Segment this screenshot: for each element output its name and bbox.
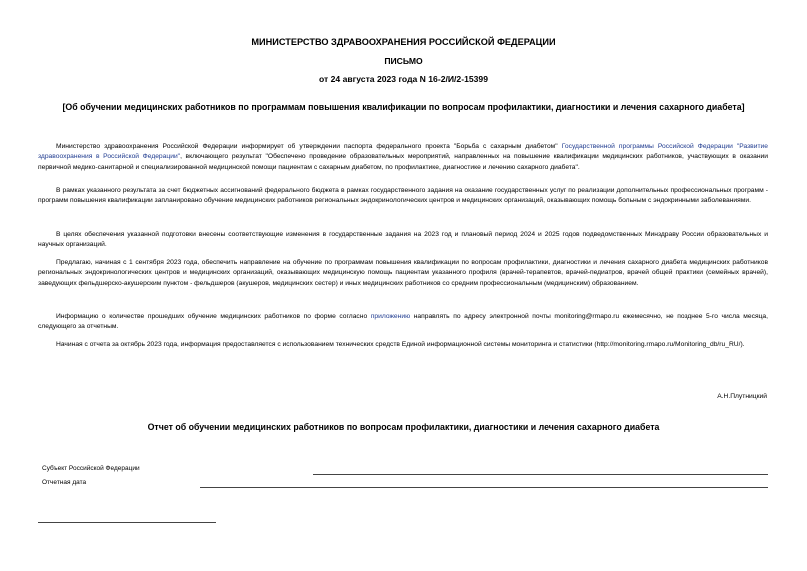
- signature: А.Н.Плутницкий: [717, 393, 767, 400]
- subject-field-label: Субъект Российской Федерации: [42, 465, 140, 472]
- state-program-link[interactable]: Государственной программы Российской Федерации "Развитие здравоохранения в Российской Федерации": [38, 143, 768, 161]
- paragraph-4: Предлагаю, начиная с 1 сентября 2023 года, обеспечить направление на обучение по программам повышения квалификации по вопросам профилактики, диагностики и лечения сахарного диабета медицинских работников региональных эндокринологических центров и медицинских организаций, оказывающих медицинскую помощь пациентам указанного профиля (врачей-терапевтов, врачей-педиатров, врачей общей практики (семейных врачей), заведующих фельдшерско-акушерским пунктом - фельдшеров (акушеров, медицинских сестер) и иных медицинских работников со средним профессиональным (медицинским) образованием.: [38, 259, 768, 287]
- paragraph-5: [38, 312, 768, 333]
- paragraph-5-text-a: Информацию о количестве прошедших обучение медицинских работников по форме согласно: [56, 313, 371, 320]
- report-date-field-line[interactable]: [200, 487, 768, 488]
- document-type: ПИСЬМО: [384, 56, 423, 66]
- paragraph-2: В рамках указанного результата за счет бюджетных ассигнований федерального бюджета в рамках государственного задания на оказание государственных услуг по реализации дополнительных профессиональных программ - программ повышения квалификации запланировано обучение медицинских работников региональных эндокринологических центров и медицинских организаций, оказывающих помощь больным с эндокринными заболеваниями.: [38, 187, 768, 205]
- footnote-separator: [38, 522, 216, 523]
- paragraph-1-text-a: Министерство здравоохранения Российской Федерации информирует об утверждении паспорта федерального проекта "Борьба с сахарным диабетом": [56, 143, 562, 150]
- report-title: Отчет об обучении медицинских работников по вопросам профилактики, диагностики и лечения сахарного диабета: [147, 422, 660, 432]
- paragraph-1-text-b: , включающего результат "Обеспечено проведение образовательных мероприятий, направленных на повышение квалификации медицинских работников, участвующих в оказании первичной медико-санитарной и специализированной медицинской помощи пациентам с сахарным диабетом, по профилактике, диагностике и лечению сахарного диабета".: [38, 153, 768, 171]
- paragraph-6: Начиная с отчета за октябрь 2023 года, информация предоставляется с использованием технических средств Единой информационной системы мониторинга и статистики (http://monitoring.rmapo.ru/Monitoring_db/ru_RU/).: [56, 341, 745, 348]
- paragraph-5-text-b: направлять по адресу электронной почты monitoring@rmapo.ru ежемесячно, не позднее 5-го числа месяца, следующего за отчетным.: [38, 313, 768, 331]
- subject-field-line[interactable]: [313, 474, 768, 475]
- document-subject: [Об обучении медицинских работников по программам повышения квалификации по вопросам профилактики, диагностики и лечения сахарного диабета]: [62, 102, 745, 112]
- paragraph-1: [38, 142, 768, 173]
- paragraph-3: В целях обеспечения указанной подготовки внесены соответствующие изменения в государственные задания на 2023 год и плановый период 2024 и 2025 годов подведомственных Минздраву России образовательных и научных организаций.: [38, 231, 768, 249]
- report-date-field-label: Отчетная дата: [42, 479, 87, 486]
- document-date-number: от 24 августа 2023 года N 16-2/И/2-15399: [319, 74, 488, 84]
- appendix-link[interactable]: приложению: [370, 313, 411, 320]
- ministry-heading: МИНИСТЕРСТВО ЗДРАВООХРАНЕНИЯ РОССИЙСКОЙ ФЕДЕРАЦИИ: [251, 37, 556, 47]
